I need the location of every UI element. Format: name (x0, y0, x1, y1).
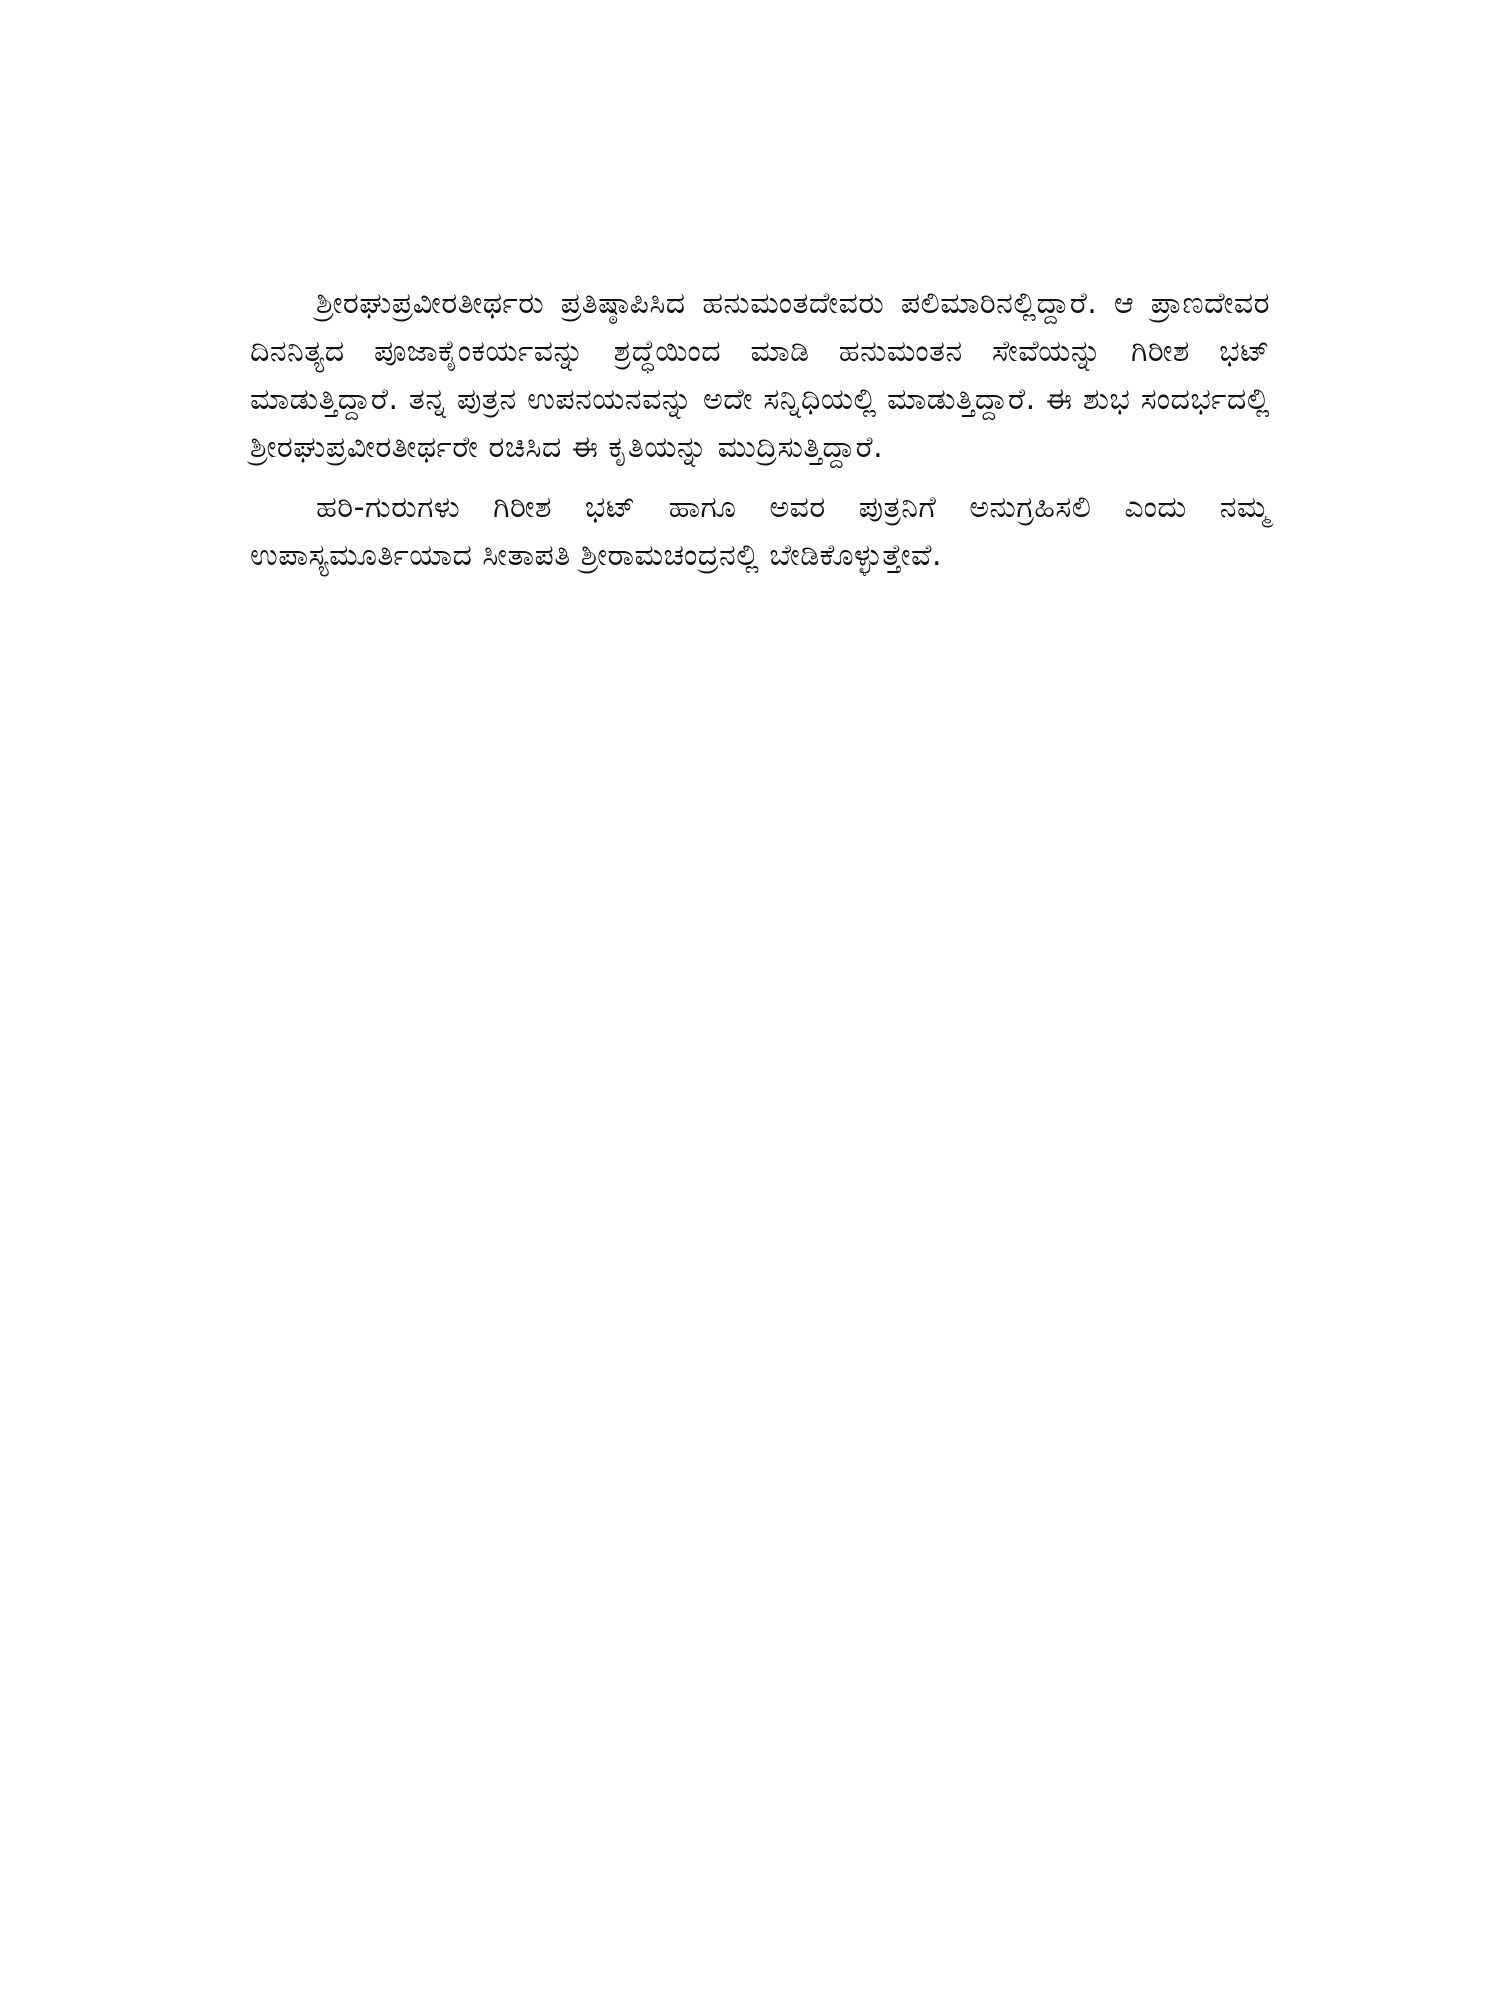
body-text (250, 280, 1270, 580)
paragraph-2: ಹರಿ-ಗುರುಗಳು ಗಿರೀಶ ಭಟ್ ಹಾಗೂ ಅವರ ಪುತ್ರನಿಗೆ ಅನುಗ್ರಹಿಸಲಿ ಎಂದು ನಮ್ಮ ಉಪಾಸ್ಯಮೂರ್ತಿಯಾದ ಸೀತಾಪತಿ ಶ್ರೀರಾಮಚಂದ್ರನಲ್ಲಿ ಬೇಡಿಕೊಳ್ಳುತ್ತೇವೆ. (250, 490, 1270, 573)
paragraph-1: ಶ್ರೀರಘುಪ್ರವೀರತೀರ್ಥರು ಪ್ರತಿಷ್ಠಾಪಿಸಿದ ಹನುಮಂತದೇವರು ಪಲಿಮಾರಿನಲ್ಲಿದ್ದಾರೆ. ಆ ಪ್ರಾಣದೇವರ ದಿನನಿತ್ಯದ ಪೂಜಾಕೈಂಕರ್ಯವನ್ನು ಶ್ರದ್ಧೆಯಿಂದ ಮಾಡಿ ಹನುಮಂತನ ಸೇವೆಯನ್ನು ಗಿರೀಶ ಭಟ್ ಮಾಡುತ್ತಿದ್ದಾರೆ. ತನ್ನ ಪುತ್ರನ ಉಪನಯನವನ್ನು ಅದೇ ಸನ್ನಿಧಿಯಲ್ಲಿ ಮಾಡುತ್ತಿದ್ದಾರೆ. ಈ ಶುಭ ಸಂದರ್ಭದಲ್ಲಿ ಶ್ರೀರಘುಪ್ರವೀರತೀರ್ಥರೇ ರಚಿಸಿದ ಈ ಕೃತಿಯನ್ನು ಮುದ್ರಿಸುತ್ತಿದ್ದಾರೆ. (250, 286, 1270, 465)
